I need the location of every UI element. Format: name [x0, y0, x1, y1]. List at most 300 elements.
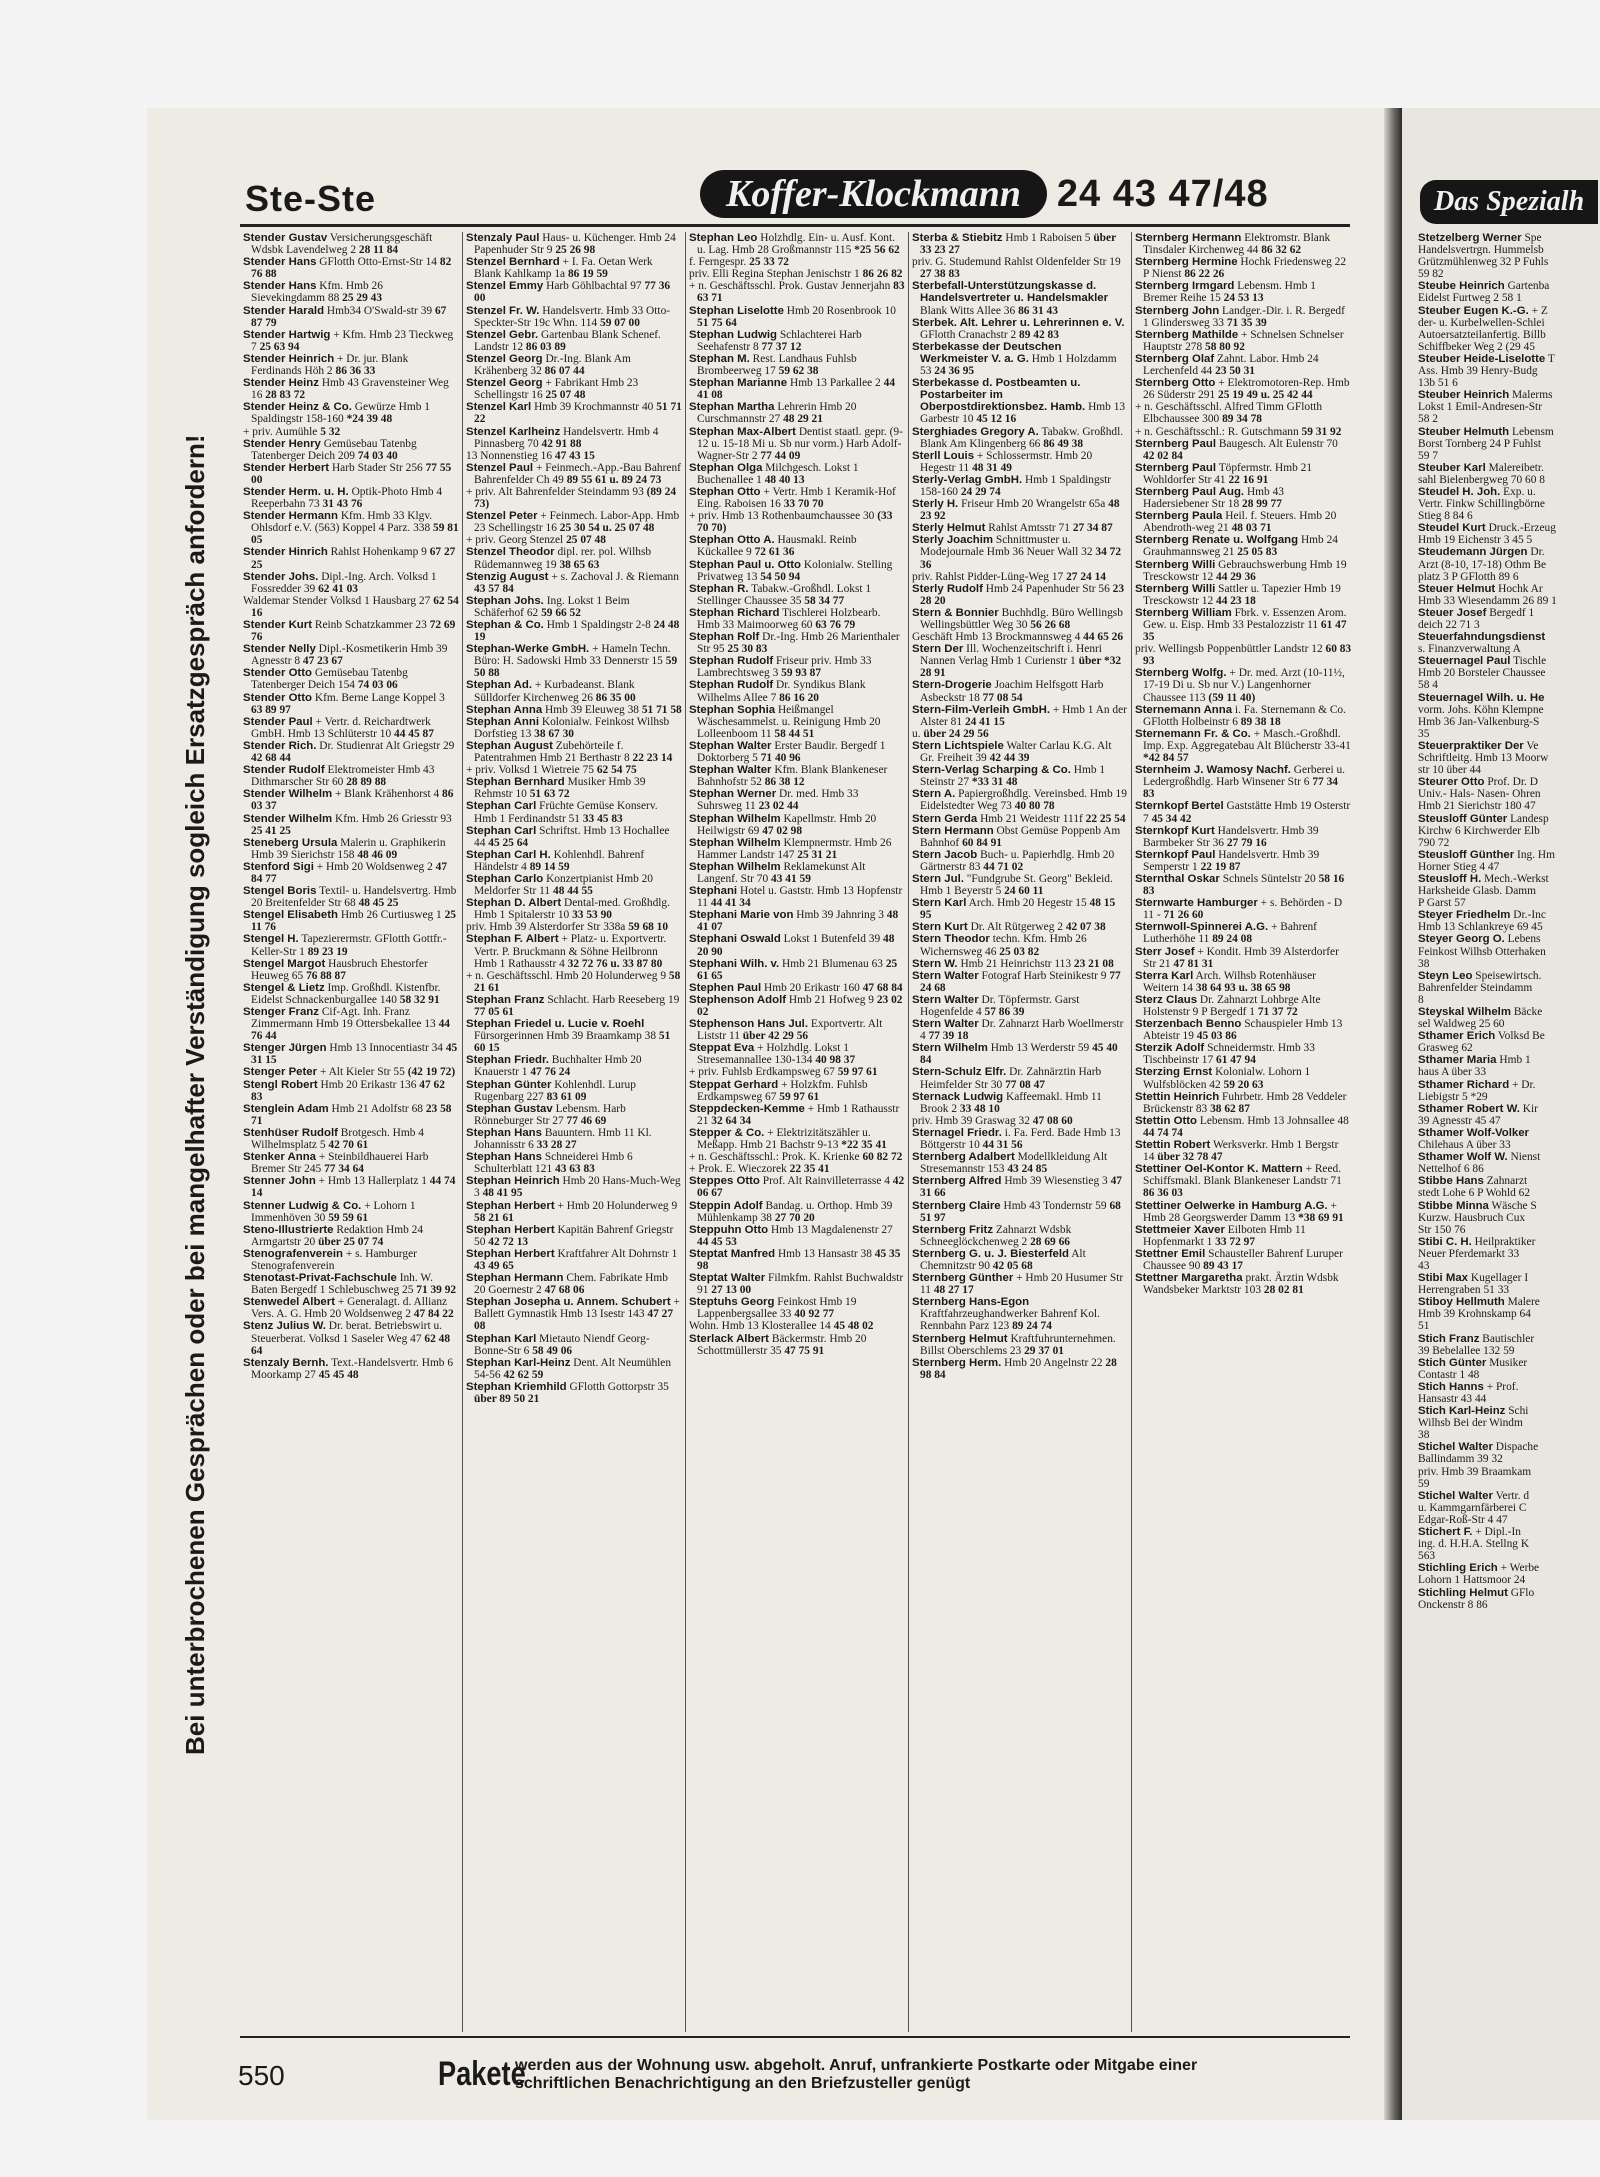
entry-detail: Nettelhof 6 86 — [1418, 1163, 1484, 1176]
entry-detail: Bergedf 1 — [1489, 606, 1535, 619]
entry-detail: Obst Gemüse Poppenb Am Bahnhof — [920, 824, 1121, 849]
entry-detail: 13 Nonnenstieg 16 — [466, 449, 553, 462]
entry-detail: Tischle — [1513, 655, 1547, 668]
directory-entry — [1418, 897, 1600, 909]
entry-name: Stephan D. Albert — [466, 897, 562, 910]
entry-detail: Landger.-Dir. i. R. Bergedf 1 Glindersweg 33 — [1143, 304, 1345, 329]
entry-detail: Prof. Dr. D — [1487, 776, 1538, 789]
entry-phone: 59 81 05 — [251, 522, 459, 547]
entry-name: Stephan Sophia — [689, 703, 776, 716]
entry-name: Stettiner Oelwerke in Hamburg A.G. — [1135, 1199, 1328, 1212]
directory-entry — [1135, 1200, 1352, 1224]
directory-entry — [1135, 1224, 1352, 1248]
entry-name: Stephan Anni — [466, 715, 539, 728]
entry-phone: 51 63 72 — [529, 788, 570, 801]
entry-detail: Kapitän Bahrenf Griegstr 50 — [474, 1223, 674, 1248]
entry-name: Stengel H. — [243, 933, 299, 946]
entry-detail: Autoersatzteilanfertig. Billb — [1418, 328, 1546, 341]
entry-name: Stenger Peter — [243, 1066, 318, 1079]
entry-detail: + priv. Fuhlsb Erdkampsweg 67 — [689, 1066, 835, 1079]
directory-entry — [1418, 1333, 1600, 1345]
entry-phone: 48 46 09 — [357, 848, 398, 861]
directory-entry — [1418, 268, 1600, 280]
entry-phone: 43 63 83 — [555, 1163, 595, 1176]
directory-entry — [689, 353, 905, 377]
entry-name: Steusloff H. — [1418, 872, 1482, 885]
entry-detail: Malere — [1507, 1296, 1540, 1309]
entry-phone: 77 36 00 — [474, 280, 671, 305]
directory-entry — [1135, 329, 1352, 353]
entry-name: Sternkopf Kurt — [1135, 824, 1215, 837]
entry-phone: 28 69 66 — [1030, 1235, 1070, 1248]
entry-detail: Hausbruch Ehestorfer Heuweg 65 — [251, 957, 428, 982]
directory-entry — [1418, 1079, 1600, 1091]
directory-entry — [466, 679, 682, 703]
entry-detail: Malerin u. Graphikerin Hmb 39 Sierichstr 158 — [251, 836, 446, 861]
entry-detail: + Vertr. Hmb 1 Keramik-Hof Eing. Raboisen 16 — [697, 485, 896, 511]
entry-detail: Dr. med. Hmb 33 Suhrsweg 11 — [697, 788, 859, 813]
entry-detail: Kfm. Hmb 33 Klgv. Ohlsdorf e.V. (563) Koppel 4 Parz. 338 — [251, 510, 433, 535]
entry-detail: + Fabrikant Hmb 23 Schellingstr 16 — [474, 377, 639, 402]
entry-detail: Heil. f. Steuers. Hmb 20 Abendroth-weg 21 — [1143, 510, 1337, 535]
directory-entry — [912, 813, 1128, 825]
entry-phone: 86 03 89 — [525, 340, 566, 353]
entry-phone: 47 08 60 — [1032, 1114, 1073, 1127]
banner-phone: 24 43 47/48 — [1056, 172, 1269, 215]
entry-detail: priv. Rahlst Pidder-Lüng-Weg 17 — [912, 570, 1064, 583]
directory-entry — [466, 764, 682, 776]
directory-entry — [1135, 704, 1352, 728]
entry-detail: Hmb 1 Spaldingstr 2-8 — [546, 619, 651, 631]
entry-detail: Gemüsebau Tatenbg Tatenberger Deich 209 — [251, 437, 417, 462]
entry-name: Stern Karl — [912, 897, 967, 910]
entry-detail: + Generalagt. d. Allianz Vers. A. G. Hmb 20 Woldsenweg 2 — [251, 1296, 448, 1321]
directory-entry — [912, 534, 1128, 570]
entry-name: Stenzel Georg — [466, 352, 543, 365]
entry-phone: über *32 28 91 — [920, 655, 1122, 680]
entry-phone: 47 68 06 — [544, 1284, 585, 1297]
entry-name: Stephan Friedel u. Lucie v. Roehl — [466, 1018, 645, 1031]
entry-detail: + Alt Kieler Str 55 — [319, 1066, 405, 1079]
directory-entry — [466, 1333, 682, 1357]
entry-detail: Ill. Wochenzeitschrift i. Henri Nannen Verlag Hmb 1 Curienstr 1 — [920, 643, 1102, 668]
entry-name: Steuer Helmut — [1418, 582, 1496, 595]
entry-name: Stenger Franz — [243, 1006, 319, 1018]
entry-name: Steuernagel Paul — [1418, 655, 1511, 668]
directory-entry — [466, 1200, 682, 1224]
directory-entry — [1418, 655, 1600, 667]
entry-detail: Erster Baudir. Bergedf 1 Doktorberg 5 — [697, 739, 886, 765]
entry-phone: 47 76 24 — [530, 1066, 571, 1079]
directory-entry — [1135, 897, 1352, 921]
entry-name: Sterz Claus — [1135, 993, 1198, 1006]
entry-detail: Hmb 21 Weidestr 111f — [980, 812, 1083, 825]
directory-entry — [1418, 1587, 1600, 1599]
entry-detail: Fuhrbetr. Hmb 28 Veddeler Brückenstr 83 — [1143, 1090, 1347, 1115]
entry-detail: Handelsvertr. Hmb 4 Pinnasberg 70 — [474, 425, 659, 450]
entry-detail: Hochk Friedensweg 22 P Nienst — [1143, 256, 1347, 281]
entry-name: Stender Wilhelm — [243, 788, 333, 801]
entry-phone: *42 84 57 — [1143, 752, 1189, 765]
entry-phone: 83 61 09 — [546, 1090, 587, 1103]
entry-name: Stephan Herbert — [466, 1199, 555, 1212]
entry-name: Stephan Karl-Heinz — [466, 1356, 571, 1369]
entry-name: Stenglein Adam — [243, 1102, 329, 1115]
entry-name: Sterly Helmut — [912, 522, 986, 535]
entry-name: Stich Franz — [1418, 1332, 1480, 1345]
entry-phone: 48 20 90 — [697, 933, 895, 958]
entry-name: Steuerpraktiker Der — [1418, 739, 1524, 752]
entry-phone: 44 45 87 — [394, 727, 434, 740]
directory-entry — [243, 280, 459, 304]
entry-detail: Hmb 13 Hansastr 38 — [777, 1247, 872, 1260]
entry-phone: 47 75 91 — [784, 1344, 825, 1357]
entry-detail: Dr.-Ing. Blank Am Krähenberg 32 — [474, 352, 631, 378]
entry-phone: 67 27 25 — [251, 546, 456, 571]
entry-name: Sternberg Paula — [1135, 510, 1223, 523]
entry-name: Stern Walter — [912, 969, 979, 982]
directory-entry — [912, 788, 1128, 812]
entry-name: Stern Theodor — [912, 933, 990, 946]
entry-detail: Hmb 36 Jan-Valkenburg-S — [1418, 715, 1540, 728]
entry-name: Stephan Hans — [466, 1126, 542, 1139]
header-rule — [240, 224, 1350, 227]
entry-phone: 77 24 68 — [920, 969, 1121, 994]
entry-detail: Filmkfm. Rahlst Buchwaldstr 91 — [697, 1272, 904, 1297]
directory-entry — [1135, 1091, 1352, 1115]
directory-entry — [1135, 462, 1352, 486]
directory-entry — [1135, 426, 1352, 438]
entry-phone: 59 93 87 — [781, 667, 822, 680]
entry-phone: 63 89 97 — [251, 703, 291, 716]
entry-name: Stettner Emil — [1135, 1247, 1206, 1260]
directory-entry — [243, 813, 459, 837]
entry-phone: *22 35 41 — [841, 1139, 887, 1152]
entry-detail: Schiffbeker Weg 2 (29 45 — [1418, 340, 1535, 353]
entry-detail: Handelsvertrgn. Hummelsb — [1418, 244, 1544, 257]
entry-phone: 29 37 01 — [1024, 1344, 1064, 1357]
entry-detail: + Prof. — [1486, 1380, 1519, 1393]
directory-entry — [466, 897, 682, 921]
entry-detail: Rahlst Amtsstr 71 — [988, 522, 1070, 535]
directory-entry — [1135, 1115, 1352, 1139]
entry-detail: GFlotth Otto-Ernst-Str 14 — [319, 256, 438, 269]
entry-detail: Hmb 13 Schlankreye 69 45 — [1418, 921, 1543, 934]
directory-entry — [243, 1127, 459, 1151]
page-number: 550 — [238, 2060, 285, 2091]
entry-phone: über 33 23 27 — [920, 232, 1116, 257]
entry-phone: 86 32 62 — [1261, 244, 1302, 257]
directory-entry — [243, 546, 459, 570]
directory-entry — [1418, 498, 1600, 510]
entry-detail: priv. Elli Regina Stephan Jenischstr 1 — [689, 268, 860, 281]
entry-detail: Lehrerin Hmb 20 Curschmannstr 27 — [697, 401, 857, 426]
directory-entry — [689, 861, 905, 885]
directory-entry — [243, 1320, 459, 1356]
directory-entry — [1418, 704, 1600, 716]
entry-phone: 24 48 19 — [474, 619, 680, 644]
entry-phone: 25 63 94 — [259, 340, 300, 353]
directory-entry — [689, 256, 905, 268]
directory-entry — [1135, 1042, 1352, 1066]
entry-detail: + Elektromotoren-Rep. Hmb 26 Süderstr 291 — [1143, 377, 1350, 402]
entry-name: Steudel Kurt — [1418, 522, 1486, 535]
entry-detail: Schlachterei Harb Seehafenstr 8 — [697, 328, 862, 353]
directory-entry — [1418, 837, 1600, 849]
directory-entry — [912, 474, 1128, 498]
directory-entry — [243, 329, 459, 353]
directory-entry — [1418, 788, 1600, 800]
entry-detail: Kfm. Berne Lange Koppel 3 — [314, 691, 445, 704]
entry-detail: 790 72 — [1418, 836, 1450, 849]
entry-name: Steurer Otto — [1418, 776, 1485, 789]
directory-entry — [1418, 583, 1600, 595]
directory-entry — [243, 837, 459, 861]
directory-entry — [1418, 873, 1600, 885]
directory-entry — [1418, 401, 1600, 413]
entry-detail: prakt. Ärztin Wdsbk Wandsbeker Marktstr 103 — [1143, 1272, 1339, 1297]
entry-detail: Schnels Süntelstr 20 — [1222, 872, 1316, 885]
directory-entry — [1418, 1030, 1600, 1042]
entry-name: Stephan Günter — [466, 1078, 552, 1091]
entry-phone: *25 56 62 — [854, 244, 900, 257]
entry-detail: Hmb 43 Tondernstr 59 — [1003, 1199, 1107, 1212]
entry-name: Stephan Friedr. — [466, 1054, 549, 1067]
entry-name: Stephan Walter — [689, 739, 772, 752]
entry-phone: 42 70 61 — [328, 1139, 369, 1152]
directory-entry — [1418, 1381, 1600, 1393]
directory-entry — [1418, 1224, 1600, 1236]
directory-entry — [243, 1151, 459, 1175]
entry-name: Sternberg Olaf — [1135, 352, 1215, 365]
entry-detail: Gerberei u. Ledergroßhdlg. Harb Winsener Str 6 — [1143, 764, 1346, 789]
entry-name: Stichling Helmut — [1418, 1586, 1508, 1599]
entry-phone: 47 84 77 — [251, 860, 448, 885]
entry-name: Sternberg Alfred — [912, 1175, 1002, 1188]
entry-detail: Bäckermstr. Hmb 20 Schottmüllerstr 35 — [697, 1332, 867, 1357]
entry-detail: + Blank Krähenhorst 4 — [335, 788, 440, 801]
directory-entry — [1135, 559, 1352, 583]
directory-entry — [1418, 1538, 1600, 1550]
entry-detail: Wohn. Hmb 13 Klosterallee 14 — [689, 1320, 831, 1333]
entry-name: Stephan Hans — [466, 1151, 542, 1164]
page-header-range: Ste-Ste — [245, 178, 377, 219]
directory-entry — [466, 1272, 682, 1296]
entry-detail: T — [1547, 352, 1555, 365]
entry-phone: 71 37 72 — [1257, 1006, 1298, 1018]
directory-entry — [1418, 1514, 1600, 1526]
directory-column — [909, 232, 1132, 2032]
entry-detail: + Schnelsen Schnelser Hauptstr 278 — [1143, 328, 1344, 353]
entry-detail: Buchhdlg. Büro Wellingsb Wellingsbüttler Weg 30 — [920, 606, 1123, 631]
entry-detail: 39 Agnesstr 45 47 — [1418, 1114, 1501, 1127]
entry-phone: 48 23 92 — [920, 498, 1120, 523]
entry-phone: 27 34 87 — [1072, 522, 1113, 535]
directory-entry — [466, 510, 682, 534]
directory-entry — [1135, 1018, 1352, 1042]
entry-detail: Buchhalter Hmb 20 Knauerstr 1 — [474, 1054, 642, 1079]
entry-name: Stender Herm. u. H. — [243, 485, 349, 498]
entry-name: Sterghiades Gregory A. — [912, 425, 1039, 438]
directory-entry — [1418, 1308, 1600, 1320]
entry-detail: + s. Zachoval J. & Riemann — [551, 570, 679, 583]
directory-entry — [1135, 486, 1352, 510]
entry-name: Stephan Leo — [689, 232, 758, 244]
entry-phone: 60 83 93 — [1143, 643, 1352, 668]
entry-name: Stender Heinrich — [243, 352, 335, 365]
directory-entry — [689, 1333, 905, 1357]
entry-detail: + Hameln Techn. Büro: H. Sadowski Hmb 33 Dennerstr 15 — [474, 643, 671, 668]
entry-name: Stephan Otto A. — [689, 534, 775, 547]
directory-entry — [243, 232, 459, 256]
entry-phone: 47 43 15 — [554, 449, 595, 462]
entry-phone: 71 35 39 — [1226, 316, 1267, 329]
entry-detail: Baugesch. Alt Eulenstr 70 — [1218, 437, 1338, 450]
entry-phone: 45 12 16 — [976, 413, 1017, 426]
entry-phone: 48 41 95 — [482, 1187, 523, 1200]
entry-detail: Horner Stieg 4 47 — [1418, 860, 1500, 873]
entry-phone: 38 65 63 — [559, 558, 600, 571]
directory-entry — [912, 1091, 1128, 1115]
directory-entry — [466, 1151, 682, 1175]
directory-entry — [1418, 595, 1600, 607]
directory-entry — [1135, 377, 1352, 401]
directory-column — [240, 232, 463, 2032]
directory-entry — [1135, 438, 1352, 462]
entry-detail: Kohlenhdl. Lurup Rugenbarg 227 — [474, 1078, 636, 1103]
entry-phone: 59 50 88 — [474, 655, 678, 680]
entry-detail: Ing. Hm — [1517, 848, 1556, 861]
entry-name: Stengel Elisabeth — [243, 909, 338, 922]
entry-detail: Dr. Töpfermstr. Garst Hogenfelde 4 — [920, 993, 1080, 1018]
entry-phone: 71 40 96 — [760, 752, 801, 765]
entry-phone: 77 08 54 — [982, 691, 1023, 704]
entry-detail: Hmb 24 Papenhuder Str 56 — [985, 582, 1110, 595]
entry-name: Stender Henry — [243, 437, 321, 450]
entry-detail: Schi — [1508, 1405, 1529, 1418]
entry-detail: Ve — [1526, 739, 1539, 752]
entry-name: Stibi C. H. — [1418, 1235, 1472, 1248]
directory-entry — [912, 1272, 1128, 1296]
entry-name: Steuber Helmuth — [1418, 425, 1510, 438]
entry-name: Stern Der — [912, 643, 964, 656]
directory-entry — [243, 1224, 459, 1248]
entry-name: Stenner John — [243, 1175, 316, 1188]
entry-name: Steyer Friedhelm — [1418, 909, 1511, 922]
entry-detail: Milchgesch. Lokst 1 Buchenallee 1 — [697, 461, 859, 486]
entry-phone: (42 19 72) — [407, 1066, 456, 1079]
directory-entry — [243, 643, 459, 667]
entry-name: Sterra Karl — [1135, 969, 1194, 982]
directory-entry — [912, 921, 1128, 933]
entry-name: Stephen Paul — [689, 981, 762, 994]
entry-name: Stender Hartwig — [243, 328, 331, 341]
entry-name: Stephan Ad. — [466, 679, 533, 692]
entry-detail: Brotgesch. Hmb 4 Wilhelmsplatz 5 — [251, 1126, 425, 1152]
entry-name: Stender Harald — [243, 304, 325, 317]
entry-name: Stern Gerda — [912, 812, 978, 825]
directory-entry — [912, 1333, 1128, 1357]
directory-entry — [466, 1079, 682, 1103]
entry-detail: + Holzhdlg. Lokst 1 Stresemannallee 130-134 — [697, 1042, 849, 1067]
entry-detail: Herrengraben 51 33 — [1418, 1284, 1510, 1297]
entry-detail: i. Fa. Ferd. Bade Hmb 13 Böttgerstr 10 — [920, 1126, 1121, 1152]
entry-phone: 44 23 18 — [1216, 594, 1256, 607]
entry-phone: 83 63 71 — [697, 280, 905, 305]
entry-detail: Bahrenfelder Steindamm — [1418, 981, 1533, 994]
entry-detail: Ing. Lokst 1 Beim Schäferhof 62 — [474, 594, 630, 619]
directory-entry — [1418, 994, 1600, 1006]
entry-detail: Str 150 76 — [1418, 1223, 1466, 1236]
directory-entry — [912, 571, 1128, 583]
entry-name: Steuernagel Wilh. u. He — [1418, 691, 1545, 704]
entry-detail: Dentist staatl. gepr. (9-12 u. 15-18 Mi u. Sb nur vorm.) Harb Adolf-Wagner-Str 2 — [697, 425, 903, 462]
entry-name: Stern Hermann — [912, 824, 994, 837]
advertisement-banner — [700, 168, 1350, 220]
entry-phone: 86 19 59 — [567, 268, 608, 281]
entry-phone: 24 41 15 — [964, 715, 1005, 728]
directory-entry — [689, 377, 905, 401]
entry-name: Stender Heinz — [243, 377, 319, 390]
entry-detail: priv. G. Studemund Rahlst Oldenfelder Str 19 — [912, 256, 1121, 269]
entry-phone: 25 29 43 — [342, 292, 383, 305]
entry-name: Steppes Otto — [689, 1175, 760, 1188]
directory-entry — [1418, 692, 1600, 704]
entry-detail: Waldemar Stender Volksd 1 Hausbarg 27 — [243, 594, 431, 607]
directory-entry — [466, 1248, 682, 1272]
entry-phone: 89 43 17 — [1203, 1259, 1243, 1272]
entry-phone: 74 03 06 — [357, 679, 398, 692]
entry-name: Sternberg Hermine — [1135, 256, 1238, 269]
entry-name: Stern Jacob — [912, 848, 978, 861]
entry-detail: 563 — [1418, 1550, 1436, 1563]
directory-entry — [689, 268, 905, 280]
entry-detail: Kugellager I — [1470, 1272, 1529, 1285]
entry-name: Sthamer Wolf W. — [1418, 1151, 1508, 1164]
entry-phone: über 89 50 21 — [474, 1393, 540, 1405]
directory-entry — [689, 1296, 905, 1320]
entry-name: Stenz Julius W. — [243, 1320, 326, 1333]
entry-detail: 59 82 — [1418, 268, 1444, 281]
entry-phone: 38 67 30 — [534, 727, 574, 740]
entry-detail: str 10 über 44 — [1418, 764, 1481, 777]
entry-phone: 23 02 44 — [758, 800, 799, 813]
entry-phone: 25 26 98 — [555, 244, 596, 257]
entry-phone: 77 05 61 — [474, 1006, 514, 1018]
entry-name: Stich Hanns — [1418, 1380, 1484, 1393]
entry-detail: Kapellmstr. Hmb 20 Heilwigstr 69 — [697, 812, 877, 837]
entry-detail: Schnittmuster u. Modejournale Hmb 36 Neuer Wall 32 — [920, 534, 1093, 559]
entry-detail: Modellkleidung Alt Stresemannstr 153 — [920, 1151, 1108, 1176]
directory-entry — [1418, 389, 1600, 401]
entry-name: Stenzel Theodor — [466, 546, 555, 559]
directory-entry — [466, 800, 682, 824]
directory-column — [686, 232, 909, 2032]
entry-name: Steuerfahndungsdienst — [1418, 631, 1546, 644]
entry-phone: 44 31 56 — [982, 1139, 1023, 1152]
entry-phone: 44 65 26 — [1083, 631, 1124, 644]
entry-name: Steudemann Jürgen — [1418, 546, 1528, 559]
entry-phone: 67 87 79 — [251, 304, 447, 329]
directory-entry — [1418, 1066, 1600, 1078]
entry-detail: Hausmakl. Reinb Kückallee 9 — [697, 534, 857, 559]
directory-entry — [1418, 861, 1600, 873]
entry-detail: 38 — [1418, 1429, 1430, 1442]
directory-entry — [1418, 728, 1600, 740]
entry-name: Stenzel Peter — [466, 510, 538, 523]
entry-phone: 24 36 95 — [934, 365, 975, 378]
entry-name: Sthamer Wolf-Volker — [1418, 1126, 1529, 1139]
